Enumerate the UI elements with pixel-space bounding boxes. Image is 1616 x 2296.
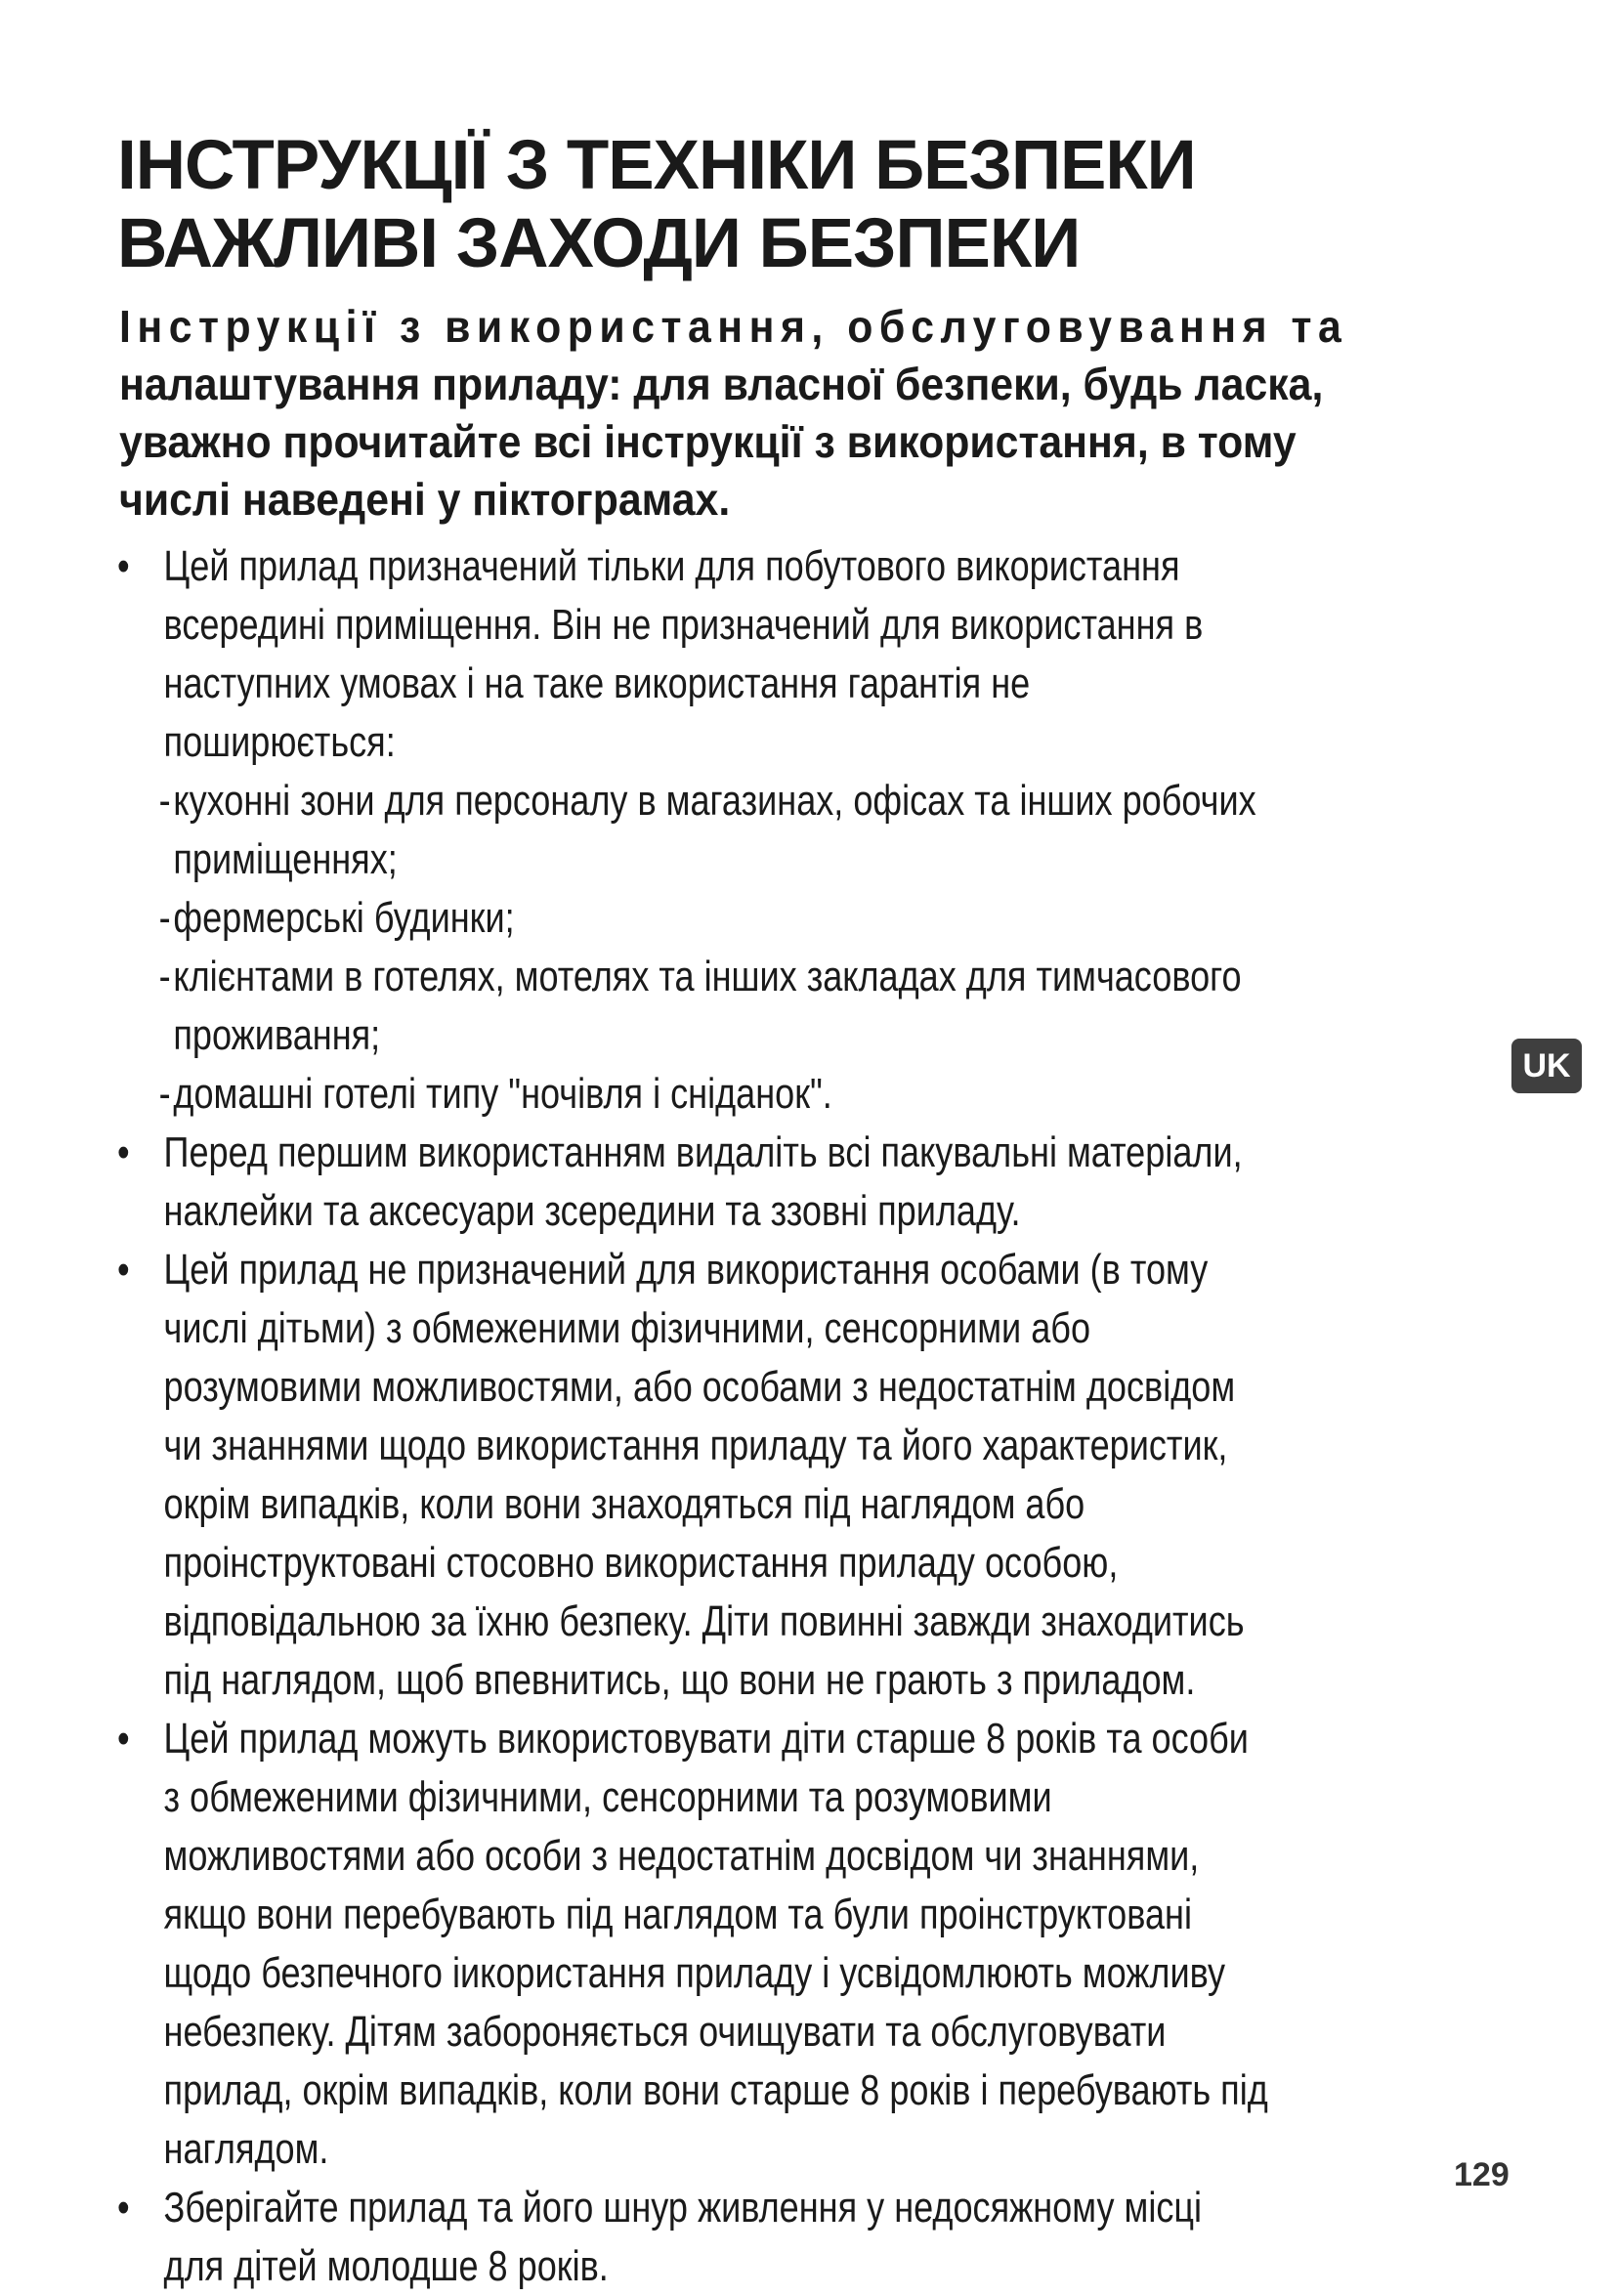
exclusion-item-text: кухонні зони для персоналу в магазинах, офісах та інших робочих приміщеннях; <box>173 777 1256 883</box>
exclusion-item-text: клієнтами в готелях, мотелях та інших закладах для тимчасового проживання; <box>173 953 1242 1059</box>
dash-icon: - <box>158 894 171 942</box>
bullet-icon: • <box>117 1246 130 1294</box>
page-number: 129 <box>1454 2156 1510 2193</box>
exclusion-item-text: домашні готелі типу "ночівля і сніданок". <box>173 1070 832 1118</box>
language-badge: UK <box>1511 1039 1582 1093</box>
title-line-2: ВАЖЛИВІ ЗАХОДИ БЕЗПЕКИ <box>117 205 1081 282</box>
safety-item-restricted-persons <box>117 1241 1271 1710</box>
exclusion-item-farm-houses <box>117 889 1271 948</box>
subheading-line-1: Інструкції з використання, обслуговування та <box>119 301 1348 352</box>
dash-icon: - <box>158 1070 171 1118</box>
safety-item-text: Цей прилад можуть використовувати діти старше 8 років та особи з обмеженими фізичними, сенсорними та розумовими можливостями або особи з недостатнім досвідом чи знаннями, якщо вони перебувають під наглядом та були проінструктовані щодо безпечного іикористання приладу і усвідомлюють можливу небезпеку. Дітям забороняється очищувати та обслуговувати прилад, окрім випадків, коли вони старше 8 років і перебувають під наглядом. <box>163 1715 1268 2173</box>
exclusion-item-text: фермерські будинки; <box>173 894 515 942</box>
page-title <box>117 127 1534 283</box>
safety-item-remove-packaging <box>117 1124 1271 1241</box>
bullet-icon: • <box>117 1715 130 1763</box>
safety-item-household-use <box>117 537 1271 772</box>
exclusion-item-hotel-clients <box>117 948 1271 1065</box>
subheading-line-4: числі наведені у піктограмах. <box>119 474 731 525</box>
bullet-icon: • <box>117 1128 130 1176</box>
safety-item-text: Перед першим використанням видаліть всі пакувальні матеріали, наклейки та аксесуари зсередини та ззовні приладу. <box>163 1128 1243 1235</box>
safety-item-children-over-8 <box>117 1710 1271 2179</box>
exclusion-item-staff-kitchens <box>117 772 1271 889</box>
safety-item-store-out-of-reach <box>117 2179 1271 2296</box>
safety-item-text: Цей прилад призначений тільки для побутового використання всередині приміщення. Він не призначений для використання в наступних умовах і на таке використання гарантія не поширюється: <box>163 542 1204 766</box>
bullet-icon: • <box>117 542 130 590</box>
dash-icon: - <box>158 953 171 1000</box>
instructions-subheading <box>119 298 1419 529</box>
subheading-line-2: налаштування приладу: для власної безпеки, будь ласка, <box>119 359 1324 409</box>
exclusion-item-bed-and-breakfast <box>117 1065 1271 1124</box>
safety-item-text: Зберігайте прилад та його шнур живлення у недосяжному місці для дітей молодше 8 років. <box>163 2184 1203 2290</box>
safety-instructions-list <box>117 537 1271 2296</box>
dash-icon: - <box>158 777 171 825</box>
bullet-icon: • <box>117 2184 130 2232</box>
subheading-line-3: уважно прочитайте всі інструкції з використання, в тому <box>119 416 1297 467</box>
safety-item-text: Цей прилад не призначений для використання особами (в тому числі дітьми) з обмеженими фізичними, сенсорними або розумовими можливостями, або особами з недостатнім досвідом чи знаннями щодо використання приладу та його характеристик, окрім випадків, коли вони знаходяться під наглядом або проінструктовані стосовно використання приладу особою, відповідальною за їхню безпеку. Діти повинні завжди знаходитись під наглядом, щоб впевнитись, що вони не грають з приладом. <box>163 1246 1245 1704</box>
title-line-1: ІНСТРУКЦІЇ З ТЕХНІКИ БЕЗПЕКИ <box>117 127 1196 204</box>
